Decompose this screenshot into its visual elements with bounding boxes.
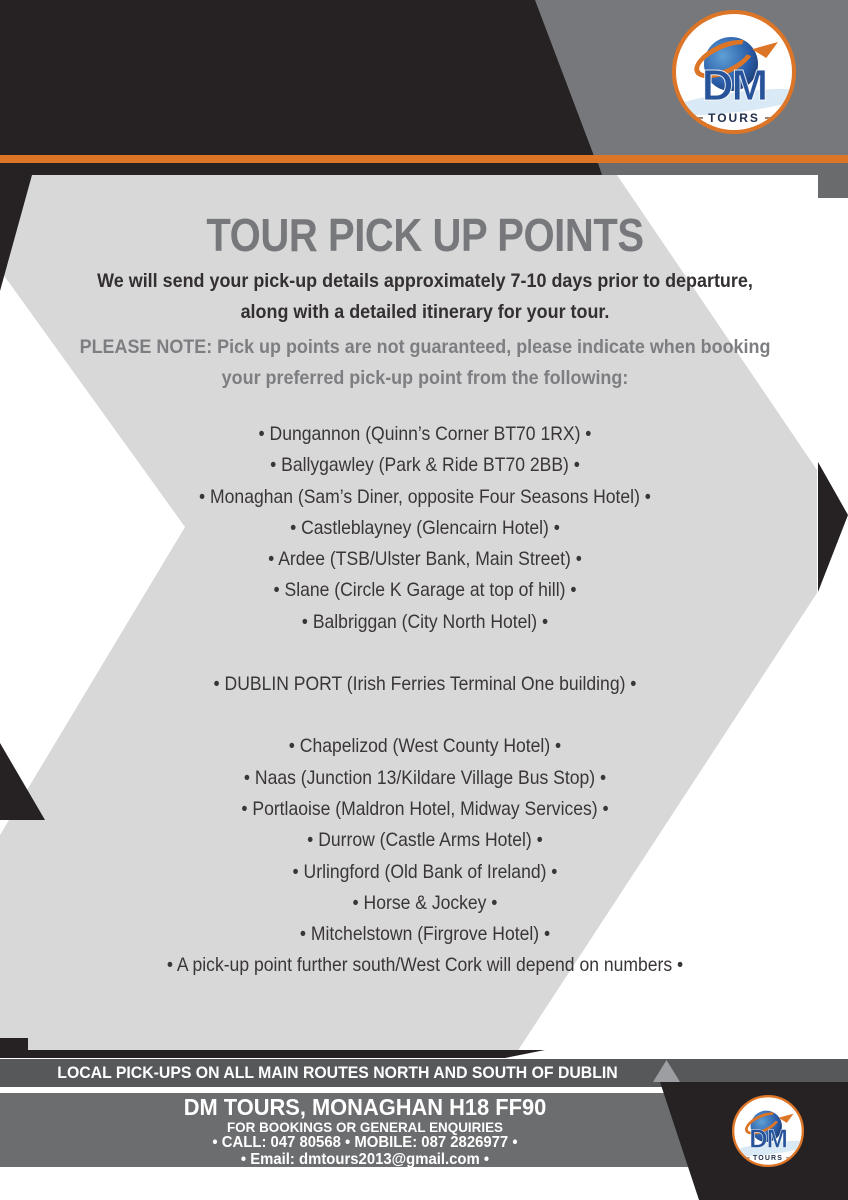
logo-sub-text: TOURS [708, 111, 760, 125]
dm-tours-logo-small-inner [732, 1095, 804, 1167]
page-title: TOUR PICK UP POINTS [206, 209, 644, 261]
bottom-dark-strip [0, 1050, 545, 1058]
logo-rule-left-small [741, 1157, 750, 1158]
intro-text [62, 266, 789, 328]
footer-enquiries-line: FOR BOOKINGS OR GENERAL ENQUIRIES [226, 1119, 504, 1135]
pickup-item: • Monaghan (Sam’s Diner, opposite Four Seasons Hotel) • [199, 485, 651, 508]
logo-sub-row [676, 111, 792, 125]
pickup-item: • Slane (Circle K Garage at top of hill) • [273, 579, 577, 602]
banner-text: LOCAL PICK-UPS ON ALL MAIN ROUTES NORTH AND SOUTH OF DUBLIN [57, 1063, 618, 1082]
footer-email: • Email: dmtours2013@gmail.com • [240, 1150, 490, 1168]
under-divider-strip [0, 163, 848, 175]
logo-circle-small [732, 1095, 804, 1167]
under-divider-strip-dark-shape [0, 163, 848, 175]
intro-line-2: along with a detailed itinerary for your tour. [240, 301, 610, 323]
pickup-group-dublin-port [70, 669, 781, 700]
top-right-gray-block [818, 163, 848, 198]
pickup-item: • Mitchelstown (Firgrove Hotel) • [299, 923, 551, 946]
footer-text-group [0, 1093, 730, 1168]
pickup-item: • A pick-up point further south/West Cork will depend on numbers • [166, 954, 684, 977]
logo-rule-right [765, 117, 780, 119]
pickup-item: • Naas (Junction 13/Kildare Village Bus Stop) • [243, 766, 607, 789]
intro-line-1: We will send your pick-up details approximately 7-10 days prior to departure, [97, 270, 753, 292]
pickup-item: • DUBLIN PORT (Irish Ferries Terminal One building) • [213, 673, 637, 696]
pickup-points-list [70, 419, 781, 982]
pickup-item: • Balbriggan (City North Hotel) • [301, 610, 549, 633]
pickup-group-north [70, 419, 781, 638]
pickup-item: • Castleblayney (Glencairn Hotel) • [290, 516, 560, 539]
bottom-left-dark-block [0, 1038, 28, 1052]
pickup-group-south [70, 731, 781, 981]
pickup-item: • Ardee (TSB/Ulster Bank, Main Street) • [268, 548, 582, 571]
logo-sub-row-small [734, 1154, 801, 1162]
black-arrowhead-shape [818, 462, 848, 592]
pickup-item: • Durrow (Castle Arms Hotel) • [307, 829, 543, 852]
orange-divider-line [0, 155, 848, 163]
pickup-item: • Dungannon (Quinn’s Corner BT70 1RX) • [258, 423, 592, 445]
footer-company-line: DM TOURS, MONAGHAN H18 FF90 [183, 1094, 547, 1120]
note-line-2: your preferred pick-up point from the following: [221, 367, 629, 389]
pickup-item: • Chapelizod (West County Hotel) • [288, 735, 562, 758]
logo-rule-right-small [786, 1157, 795, 1158]
logo-rule-left [688, 117, 703, 119]
logo-brand-text: DM [701, 61, 767, 110]
pickup-item: • Ballygawley (Park & Ride BT70 2BB) • [270, 454, 580, 477]
pickup-item: • Portlaoise (Maldron Hotel, Midway Services) • [241, 797, 609, 820]
logo-sub-text-small: TOURS [752, 1153, 784, 1162]
dm-tours-logo [672, 10, 796, 134]
logo-brand-text-small: DM [749, 1124, 787, 1154]
logo-circle [672, 10, 796, 134]
note-line-1: PLEASE NOTE: Pick up points are not guaranteed, please indicate when booking [79, 336, 771, 358]
pickup-item: • Horse & Jockey • [352, 891, 498, 914]
footer-phone-numbers: • CALL: 047 80568 • MOBILE: 087 2826977 • [212, 1134, 518, 1151]
dm-tours-logo-small [732, 1095, 804, 1167]
pickup-item: • Urlingford (Old Bank of Ireland) • [292, 860, 558, 883]
please-note-text [62, 332, 789, 394]
